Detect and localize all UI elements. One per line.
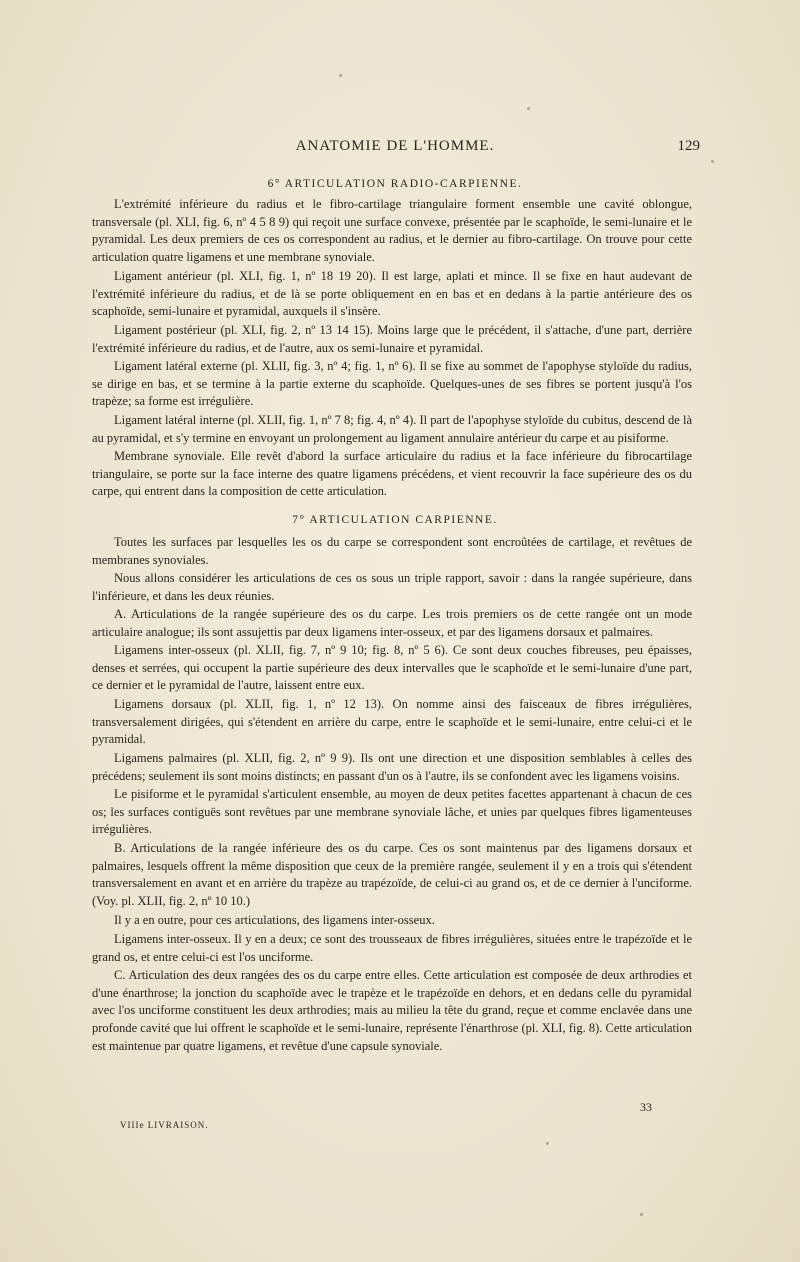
paragraph: C. Articulation des deux rangées des os du carpe entre elles. Cette articulation est composée de deux arthrodies et d'une énarthrose; la jonction du scaphoïde avec le trapèze et le trapézoïde en dehors, et en dedans celle du pyramidal avec l'os unciforme constituent les deux arthrodies; mais au milieu la tête du grand, reçue et comme enclavée dans une profonde cavité que lui offrent le scaphoïde et le semi-lunaire, représente l'énarthrose (pl. XLI, fig. 8). Cette articulation est maintenue par quatre ligamens, et revêtue d'une capsule synoviale. <box>92 968 692 1053</box>
section-title-radio-carpienne: 6° ARTICULATION RADIO-CARPIENNE. <box>267 178 523 190</box>
paragraph: Membrane synoviale. Elle revêt d'abord la surface articulaire du radius et la face inférieure du fibrocartilage triangulaire, se porte sur la face interne des quatre ligamens précédens, et vient recouvrir la face supérieure des os du carpe, qui entrent dans la composition de cette articulation. <box>92 449 692 499</box>
paragraph: Ligamens dorsaux (pl. XLII, fig. 1, nº 12 13). On nomme ainsi des faisceaux de fibres irrégulières, transversalement dirigées, qui s'étendent en arrière du carpe, entre le scaphoïde et le semi-lunaire, entre celui-ci et le pyramidal. <box>92 697 692 747</box>
paragraph: Ligamens inter-osseux. Il y en a deux; ce sont des trousseaux de fibres irrégulières, situées entre le trapézoïde et le grand os, et entre celui-ci est l'os unciforme. <box>92 932 692 964</box>
paragraph: Il y a en outre, pour ces articulations, des ligamens inter-osseux. <box>114 913 435 927</box>
paragraph: L'extrémité inférieure du radius et le fibro-cartilage triangulaire forment ensemble une cavité oblongue, transversale (pl. XLI, fig. 6, nº 4 5 8 9) qui reçoit une surface convexe, présentée par le scaphoïde, le semi-lunaire et le pyramidal. Les deux premiers de ces os correspondent au radius, et le dernier au fibro-cartilage. On trouve pour cette articulation quatre ligamens et une membrane synoviale. <box>92 197 692 265</box>
paper-speck <box>546 1142 549 1145</box>
paragraph: Ligament antérieur (pl. XLI, fig. 1, nº 18 19 20). Il est large, aplati et mince. Il se fixe en haut audevant de l'extrémité inférieure du radius, et de là se porte obliquement en en bas et en dedans à la partie antérieure des os scaphoïde, semi-lunaire et pyramidal, auxquels il s'insère. <box>92 269 692 319</box>
livraison-mark: VIIIe LIVRAISON. <box>120 1120 209 1130</box>
page-title: ANATOMIE DE L'HOMME. <box>295 138 495 154</box>
page-number: 129 <box>677 138 700 154</box>
paragraph: Ligamens palmaires (pl. XLII, fig. 2, nº 9 9). Ils ont une direction et une disposition semblables à celles des précédens; seulement ils sont moins distincts; en passant d'un os à l'autre, ils se confondent avec les ligamens voisins. <box>92 751 692 783</box>
paper-speck <box>339 74 342 77</box>
paragraph: A. Articulations de la rangée supérieure des os du carpe. Les trois premiers os de cette rangée ont un mode articulaire analogue; ils sont assujettis par deux ligamens inter-osseux, et par des ligamens dorsaux et palmaires. <box>92 607 692 639</box>
paragraph: Nous allons considérer les articulations de ces os sous un triple rapport, savoir : dans la rangée supérieure, dans l'inférieure, et dans les deux réunies. <box>92 571 692 603</box>
paragraph: Ligament latéral externe (pl. XLII, fig. 3, nº 4; fig. 1, nº 6). Il se fixe au sommet de l'apophyse styloïde du radius, se dirige en bas, et se termine à la partie externe du scaphoïde. Quelques-unes de ses fibres se portent jusqu'à l'os trapèze; sa forme est irrégulière. <box>92 359 692 409</box>
signature-mark: 33 <box>640 1100 652 1114</box>
paragraph: B. Articulations de la rangée inférieure des os du carpe. Ces os sont maintenus par des ligamens dorsaux et palmaires, lesquels offrent la même disposition que ceux de la première rangée, seulement il y en a trois qui s'étendent transversalement en avant et en arrière du trapèze au trapézoïde, de celui-ci au grand os, et de ce dernier à l'unciforme. (Voy. pl. XLII, fig. 2, nº 10 10.) <box>92 841 692 909</box>
paper-speck <box>527 107 530 110</box>
paper-speck <box>711 160 714 163</box>
running-head <box>90 138 700 158</box>
paper-speck <box>640 1213 643 1216</box>
paragraph: Le pisiforme et le pyramidal s'articulent ensemble, au moyen de deux petites facettes appartenant à chacun de ces os; les surfaces contiguës sont revêtues par une membrane synoviale lâche, et unies par quelques fibres ligamenteuses irrégulières. <box>92 787 692 837</box>
paragraph: Ligamens inter-osseux (pl. XLII, fig. 7, nº 9 10; fig. 8, nº 5 6). Ce sont deux couches fibreuses, peu épaisses, denses et serrées, qui occupent la partie supérieure des deux intervalles que le scaphoïde et le semi-lunaire d'une part, ce dernier et le pyramidal de l'autre, laissent entre eux. <box>92 643 692 693</box>
section-title-carpienne: 7° ARTICULATION CARPIENNE. <box>292 514 498 526</box>
paragraph: Ligament latéral interne (pl. XLII, fig. 1, nº 7 8; fig. 4, nº 4). Il part de l'apophyse styloïde du cubitus, descend de là au pyramidal, et s'y termine en envoyant un prolongement au ligament annulaire antérieur du carpe et au pisiforme. <box>92 413 692 445</box>
paragraph: Toutes les surfaces par lesquelles les os du carpe se correspondent sont encroûtées de cartilage, et revêtues de membranes synoviales. <box>92 535 692 567</box>
paragraph: Ligament postérieur (pl. XLI, fig. 2, nº 13 14 15). Moins large que le précédent, il s'attache, d'une part, derrière l'extrémité inférieure du radius, et de l'autre, aux os semi-lunaire et pyramidal. <box>92 323 692 355</box>
